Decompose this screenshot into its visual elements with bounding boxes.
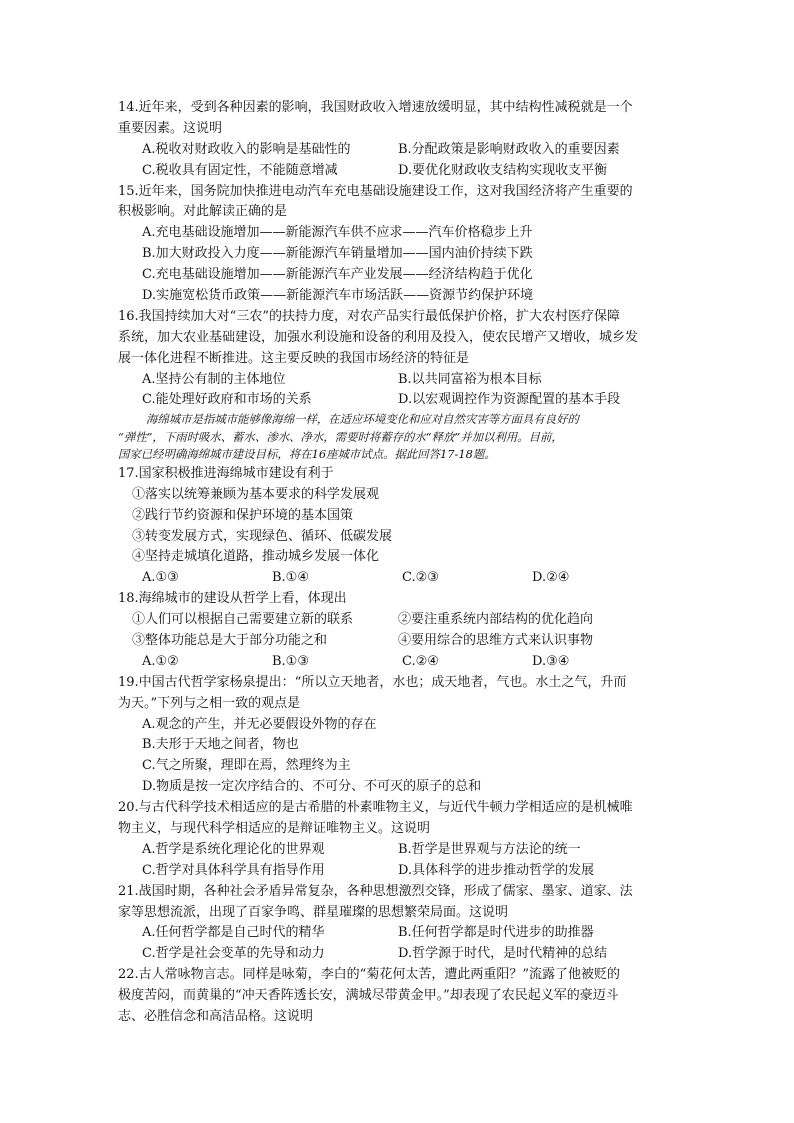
q16-options-row-2 [118, 390, 678, 411]
q20-option-c: C.哲学对具体科学具有指导作用 [142, 862, 325, 878]
q16-stem-line-1: 16.我国持续加大对“三农”的扶持力度，对农产品实行最低保护价格，扩大农村医疗保障 [118, 308, 620, 324]
q20-stem-line-2: 物主义，与现代科学相适应的是辩证唯物主义。这说明 [118, 821, 431, 836]
material-passage [118, 411, 678, 464]
question-17 [118, 464, 678, 589]
q20-options-row-2 [118, 861, 678, 882]
question-21 [118, 882, 678, 966]
q19-option-d: D.物质是按一定次序结合的、不可分、不可灭的原子的总和 [142, 779, 482, 795]
q15-option-d: D.实施宽松货币政策——新能源汽车市场活跃——资源节约保护环境 [142, 288, 534, 304]
q14-options-row-1 [118, 140, 678, 161]
q20-option-b: B.哲学是世界观与方法论的统一 [398, 841, 581, 857]
q19-option-b: B.夫形于天地之间者，物也 [142, 737, 299, 753]
q18-item-3: ③整体功能总是大于部分功能之和 [132, 632, 328, 648]
q14-stem-line-2: 重要因素。这说明 [118, 120, 223, 136]
q20-stem-line-1: 20.与古代科学技术相适应的是古希腊的朴素唯物主义，与近代牛顿力学相适应的是机械唯 [118, 800, 633, 816]
q18-item-2: ②要注重系统内部结构的优化趋向 [398, 612, 594, 628]
exam-page [118, 98, 678, 1028]
q20-option-d: D.具体科学的进步推动哲学的发展 [398, 862, 595, 878]
q20-options-row-1 [118, 840, 678, 861]
q21-option-a: A.任何哲学都是自己时代的精华 [142, 925, 325, 941]
q17-options-row [118, 568, 678, 589]
q21-option-c: C.哲学是社会变革的先导和动力 [142, 946, 325, 962]
q16-options-row-1 [118, 370, 678, 391]
q16-option-d: D.以宏观调控作为资源配置的基本手段 [398, 392, 621, 408]
question-19 [118, 673, 678, 798]
question-22 [118, 965, 678, 1028]
question-15 [118, 182, 678, 307]
q21-option-b: B.任何哲学都是时代进步的助推器 [398, 925, 594, 941]
q18-stem: 18.海绵城市的建设从哲学上看，体现出 [118, 591, 347, 607]
q22-stem-line-1: 22.古人常咏物言志。同样是咏菊，李白的“菊花何太苦，遭此两重阳？”流露了他被贬的 [118, 967, 620, 983]
question-18 [118, 589, 678, 673]
q18-item-1: ①人们可以根据自己需要建立新的联系 [132, 612, 354, 628]
q14-option-a: A.税收对财政收入的影响是基础性的 [142, 141, 351, 157]
q22-stem-line-2: 极度苦闷，而黄巢的“冲天香阵透长安，满城尽带黄金甲。”却表现了农民起义军的豪迈斗 [118, 988, 619, 1004]
q18-option-b: B.①③ [272, 653, 309, 669]
q18-items-row-2 [118, 631, 678, 652]
q16-stem-line-2: 系统，加大农业基础建设，加强水利设施和设备的利用及投入，使农民增产又增收，城乡发 [118, 329, 639, 345]
q16-option-b: B.以共同富裕为根本目标 [398, 371, 542, 387]
q14-options-row-2 [118, 161, 678, 182]
q18-option-d: D.③④ [532, 653, 570, 669]
q15-stem-line-2: 积极影响。对此解读正确的是 [118, 204, 288, 220]
q16-option-a: A.坚持公有制的主体地位 [142, 371, 286, 387]
q21-stem-line-1: 21.战国时期，各种社会矛盾异常复杂，各种思想激烈交锋，形成了儒家、墨家、道家、法 [118, 883, 633, 899]
q17-stem: 17.国家积极推进海绵城市建设有利于 [118, 465, 334, 481]
q17-option-a: A.①③ [142, 570, 179, 586]
q15-option-b: B.加大财政投入力度——新能源汽车销量增加——国内油价持续下跌 [142, 246, 533, 262]
q17-option-b: B.①④ [272, 570, 309, 586]
q21-stem-line-2: 家等思想流派，出现了百家争鸣、群星璀璨的思想繁荣局面。这说明 [118, 904, 509, 920]
q14-option-c: C.税收具有固定性，不能随意增减 [142, 162, 338, 178]
material-line-3: 国家已经明确海绵城市建设目标，将在16座城市试点。据此回答17-18题。 [118, 447, 496, 462]
q16-stem-line-3: 展一体化进程不断推进。这主要反映的我国市场经济的特征是 [118, 350, 470, 366]
q14-stem-line-1: 14.近年来，受到各种因素的影响，我国财政收入增速放缓明显，其中结构性减税就是一个 [118, 100, 633, 115]
q21-options-row-1 [118, 923, 678, 944]
q15-option-c: C.充电基础设施增加——新能源汽车产业发展——经济结构趋于优化 [142, 267, 533, 283]
q18-option-a: A.①② [142, 653, 179, 669]
q17-item-2: ②践行节约资源和保护环境的基本国策 [132, 507, 354, 523]
q18-option-c: C.②④ [402, 653, 439, 669]
material-line-2: “弹性”，下雨时吸水、蓄水、渗水、净水，需要时将蓄存的水“释放”并加以利用。目前， [118, 429, 563, 444]
q16-option-c: C.能处理好政府和市场的关系 [142, 392, 312, 408]
q17-option-d: D.②④ [532, 570, 570, 586]
question-14 [118, 98, 678, 182]
question-20 [118, 798, 678, 882]
question-16 [118, 307, 678, 411]
q21-option-d: D.哲学源于时代，是时代精神的总结 [398, 946, 608, 962]
q18-options-row [118, 652, 678, 673]
q17-option-c: C.②③ [402, 570, 439, 586]
q19-stem-line-1: 19.中国古代哲学家杨泉提出：“所以立天地者，水也；成天地者，气也。水土之气，升而 [118, 674, 627, 690]
q17-item-3: ③转变发展方式，实现绿色、循环、低碳发展 [132, 528, 393, 544]
q14-option-d: D.要优化财政收支结构实现收支平衡 [398, 162, 608, 178]
q19-stem-line-2: 为天。”下列与之相一致的观点是 [118, 695, 301, 711]
q17-item-1: ①落实以统筹兼顾为基本要求的科学发展观 [132, 486, 380, 502]
q17-item-4: ④坚持走城填化道路，推动城乡发展一体化 [132, 549, 380, 565]
q21-options-row-2 [118, 944, 678, 965]
q15-stem-line-1: 15.近年来，国务院加快推进电动汽车充电基础设施建设工作，这对我国经济将产生重要的 [118, 183, 633, 199]
q15-option-a: A.充电基础设施增加——新能源汽车供不应求——汽车价格稳步上升 [142, 225, 533, 241]
q19-option-c: C.气之所聚，理即在焉，然理终为主 [142, 758, 351, 774]
q18-items-row-1 [118, 610, 678, 631]
q22-stem-line-3: 志、必胜信念和高洁品格。这说明 [118, 1009, 314, 1025]
material-line-1: 海绵城市是指城市能够像海绵一样，在适应环境变化和应对自然灾害等方面具有良好的 [146, 412, 579, 427]
q14-option-b: B.分配政策是影响财政收入的重要因素 [398, 141, 620, 157]
q18-item-4: ④要用综合的思维方式来认识事物 [398, 632, 594, 648]
q20-option-a: A.哲学是系统化理论化的世界观 [142, 841, 325, 857]
q19-option-a: A.观念的产生，并无必要假设外物的存在 [142, 716, 377, 732]
